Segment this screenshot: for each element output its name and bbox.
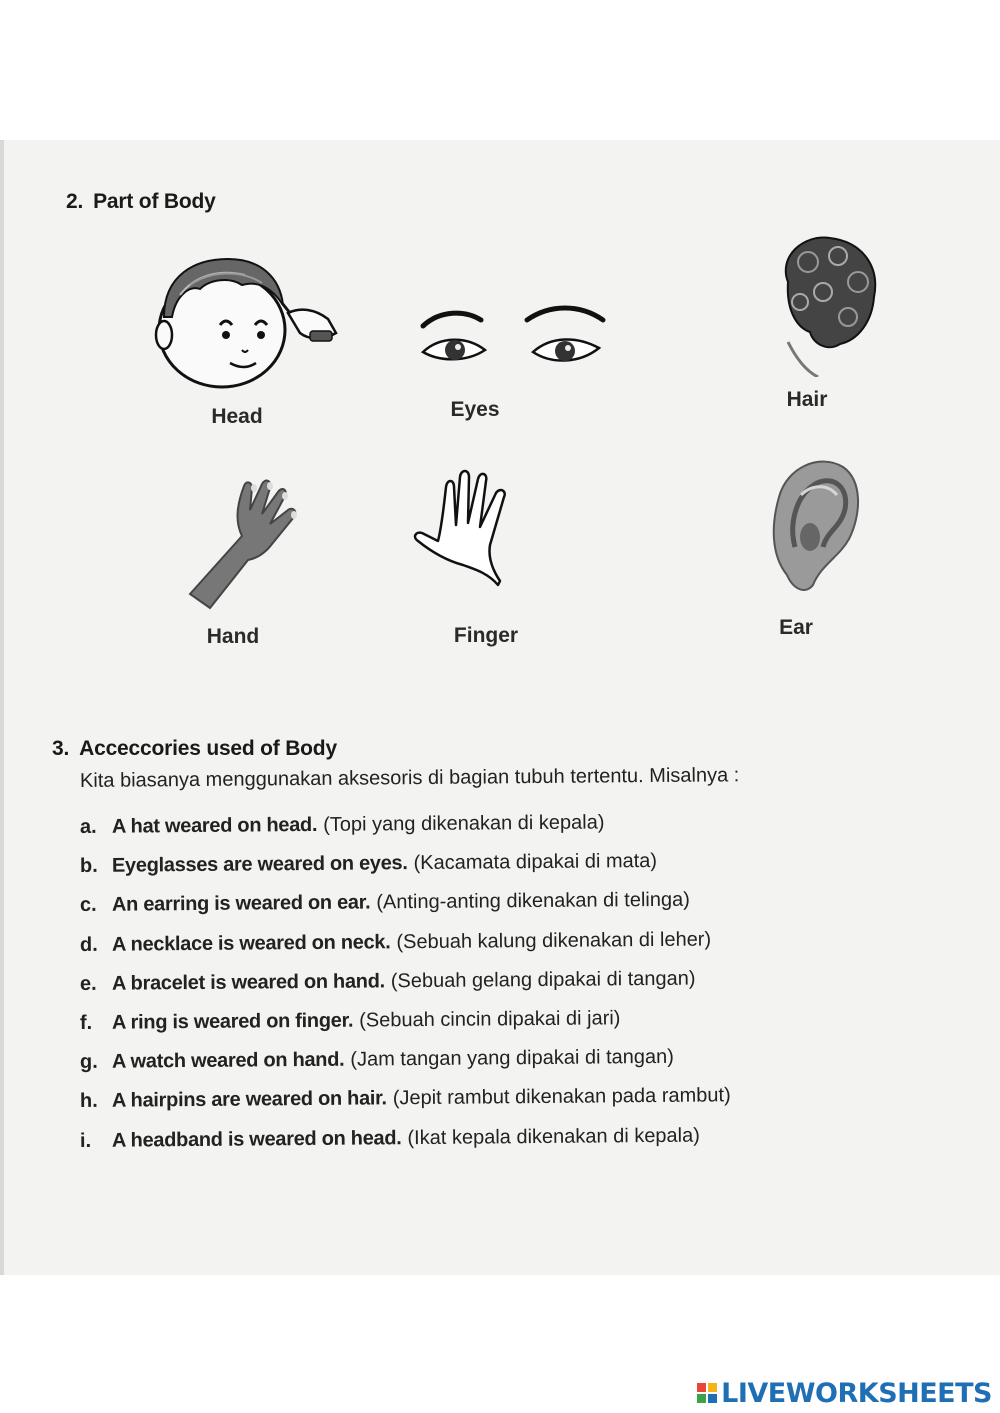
item-indonesian: (Jam tangan yang dipakai di tangan) — [350, 1045, 674, 1071]
item-english: A hat weared on head. — [111, 813, 318, 838]
item-indonesian: (Jepit rambut dikenakan pada rambut) — [392, 1084, 731, 1110]
item-indonesian: (Anting-anting dikenakan di telinga) — [376, 889, 690, 914]
liveworksheets-logo-icon — [697, 1383, 717, 1403]
caption-hand: Hand — [206, 625, 260, 648]
item-letter: c. — [79, 894, 97, 917]
section-3-title: Acceccories used of Body — [79, 737, 337, 760]
section-2-heading — [66, 190, 216, 214]
section-3-heading — [52, 737, 337, 761]
head-illustration — [150, 255, 345, 390]
item-english: Eyeglasses are weared on eyes. — [111, 852, 408, 877]
item-letter: i. — [79, 1129, 92, 1152]
item-indonesian: (Sebuah gelang dipakai di tangan) — [390, 967, 696, 993]
section-3-number: 3. — [52, 737, 70, 760]
list-item — [80, 1041, 731, 1086]
item-letter: h. — [79, 1090, 98, 1113]
caption-finger: Finger — [453, 624, 519, 647]
list-item — [80, 1081, 731, 1126]
list-item — [80, 1120, 731, 1165]
section-2-number: 2. — [66, 190, 84, 213]
item-indonesian: (Topi yang dikenakan di kepala) — [323, 811, 605, 836]
page-edge-shadow — [0, 140, 4, 1275]
caption-head: Head — [211, 405, 263, 428]
brand-text: LIVEWORKSHEETS — [721, 1377, 992, 1409]
item-indonesian: (Sebuah kalung dikenakan di leher) — [396, 928, 712, 953]
item-english: An earring is weared on ear. — [111, 891, 371, 917]
item-english: A headband is weared on head. — [111, 1126, 402, 1152]
list-item — [80, 1002, 731, 1047]
item-letter: b. — [79, 855, 98, 878]
item-letter: g. — [79, 1050, 98, 1074]
finger-illustration — [408, 465, 528, 590]
item-english: A bracelet is weared on hand. — [111, 970, 385, 995]
list-item — [80, 963, 731, 1008]
caption-eyes: Eyes — [450, 398, 500, 421]
accessories-list — [80, 812, 731, 1165]
item-letter: f. — [79, 1011, 93, 1034]
ear-illustration — [765, 455, 865, 595]
liveworksheets-brand[interactable] — [697, 1377, 992, 1409]
section-3-intro: Kita biasanya menggunakan aksesoris di bagian tubuh tertentu. Misalnya : — [79, 764, 740, 792]
caption-ear: Ear — [779, 616, 813, 639]
hair-illustration — [768, 232, 888, 377]
caption-hair: Hair — [786, 388, 828, 411]
item-indonesian: (Sebuah cincin dipakai di jari) — [359, 1007, 621, 1032]
list-item — [80, 885, 731, 930]
item-letter: e. — [79, 972, 97, 995]
item-english: A necklace is weared on neck. — [111, 930, 391, 956]
item-indonesian: (Ikat kepala dikenakan di kepala) — [407, 1124, 700, 1149]
item-english: A watch weared on hand. — [111, 1048, 345, 1073]
list-item — [80, 806, 731, 851]
list-item — [80, 846, 731, 891]
eyes-illustration — [415, 300, 610, 375]
item-english: A ring is weared on finger. — [111, 1009, 354, 1034]
item-english: A hairpins are weared on hair. — [111, 1087, 387, 1113]
section-2-title: Part of Body — [93, 190, 216, 213]
hand-illustration — [182, 472, 312, 612]
item-letter: d. — [79, 933, 98, 956]
item-indonesian: (Kacamata dipakai di mata) — [413, 850, 658, 875]
item-letter: a. — [79, 815, 97, 838]
list-item — [80, 924, 731, 969]
